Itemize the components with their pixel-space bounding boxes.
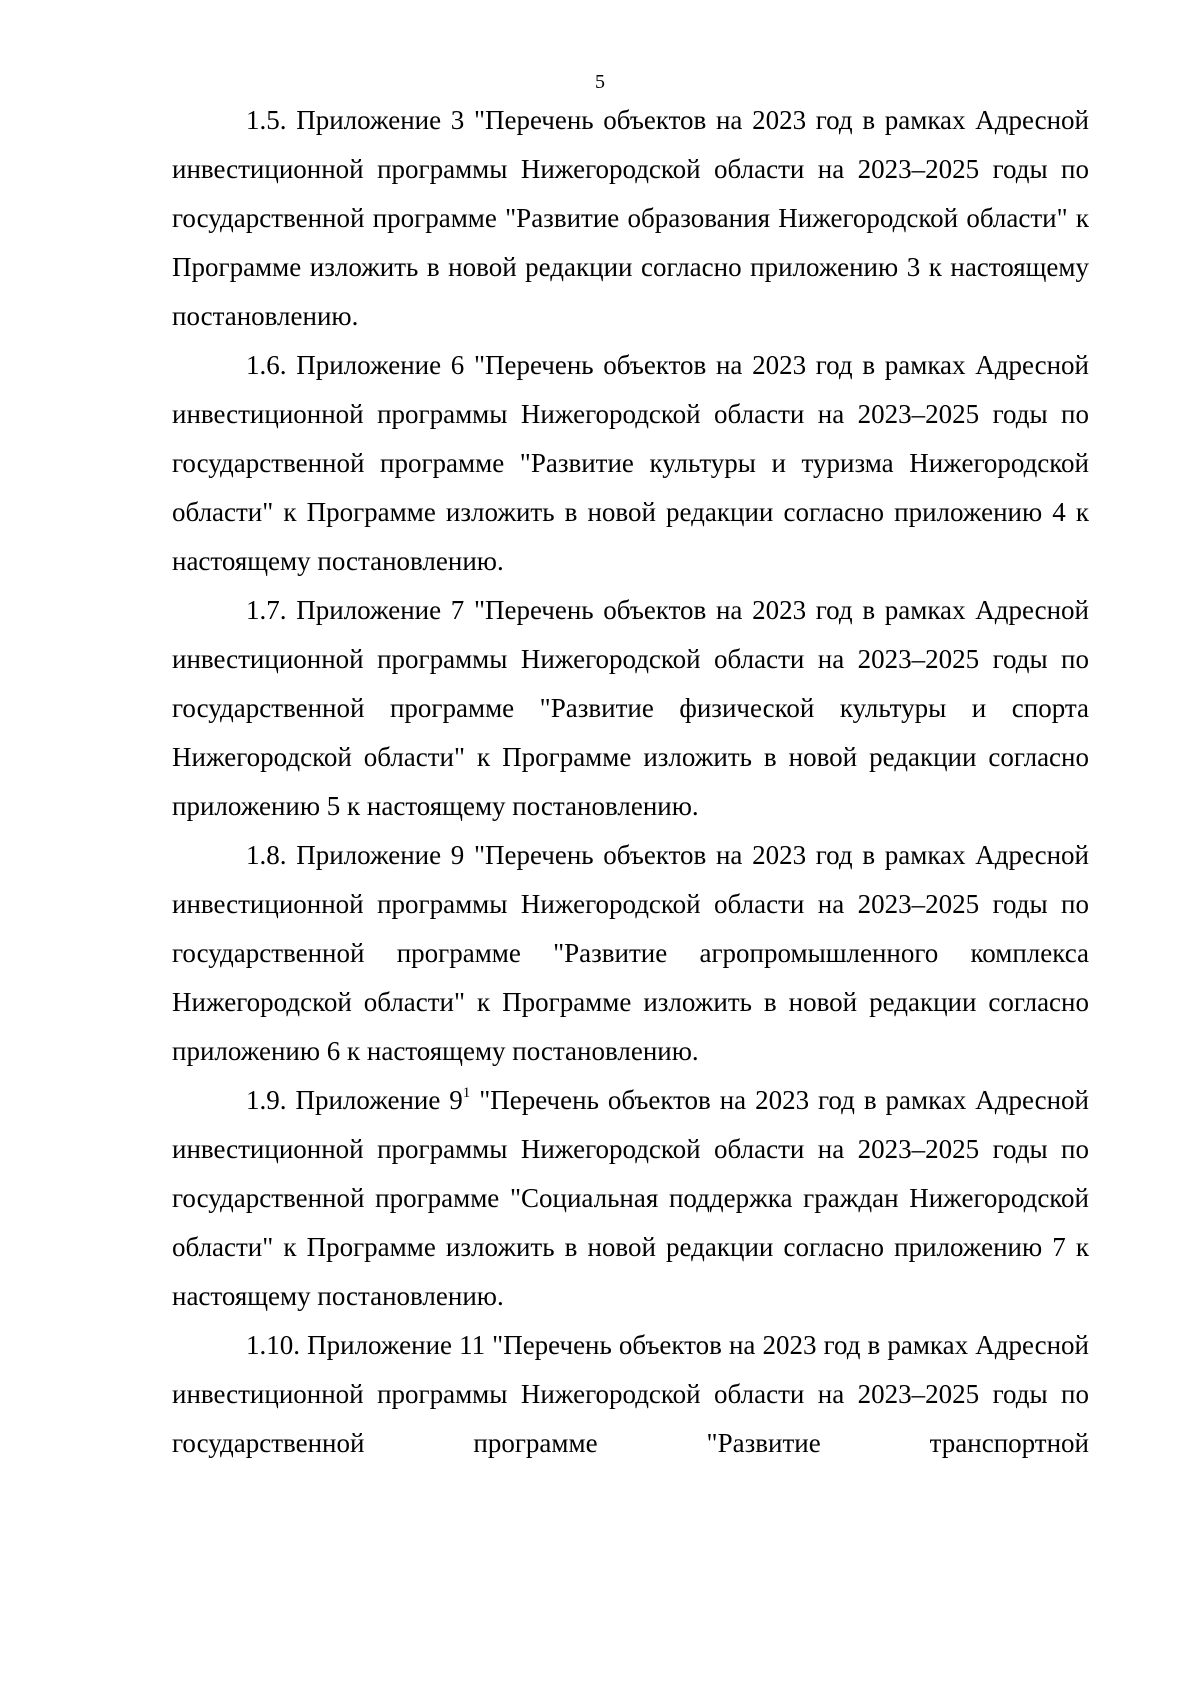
- paragraph-1-8: 1.8. Приложение 9 "Перечень объектов на 2023 год в рамках Адресной инвестиционной программы Нижегородской области на 2023–2025 годы по государственной программе "Развитие агропромышленного комплекса Нижегородской области" к Программе изложить в новой редакции согласно приложению 6 к настоящему постановлению.: [172, 840, 1089, 1066]
- paragraph-1-7: 1.7. Приложение 7 "Перечень объектов на 2023 год в рамках Адресной инвестиционной программы Нижегородской области на 2023–2025 годы по государственной программе "Развитие физической культуры и спорта Нижегородской области" к Программе изложить в новой редакции согласно приложению 5 к настоящему постановлению.: [172, 595, 1089, 821]
- paragraph-1-9-prefix: 1.9. Приложение 9: [246, 1085, 463, 1115]
- paragraph-1-6: 1.6. Приложение 6 "Перечень объектов на 2023 год в рамках Адресной инвестиционной программы Нижегородской области на 2023–2025 годы по государственной программе "Развитие культуры и туризма Нижегородской области" к Программе изложить в новой редакции согласно приложению 4 к настоящему постановлению.: [172, 350, 1089, 576]
- paragraph-1-10: 1.10. Приложение 11 "Перечень объектов на 2023 год в рамках Адресной инвестиционной программы Нижегородской области на 2023–2025 годы по государственной программе "Развитие транспортной: [172, 1330, 1089, 1458]
- paragraph-1-9-superscript: 1: [462, 1085, 471, 1101]
- paragraph-1-5: 1.5. Приложение 3 "Перечень объектов на 2023 год в рамках Адресной инвестиционной программы Нижегородской области на 2023–2025 годы по государственной программе "Развитие образования Нижегородской области" к Программе изложить в новой редакции согласно приложению 3 к настоящему постановлению.: [172, 105, 1089, 331]
- page-number: 5: [595, 71, 605, 93]
- paragraph-1-9-text: "Перечень объектов на 2023 год в рамках Адресной инвестиционной программы Нижегородской области на 2023–2025 годы по государственной программе "Социальная поддержка граждан Нижегородской области" к Программе изложить в новой редакции согласно приложению 7 к настоящему постановлению.: [172, 1085, 1089, 1311]
- document-body: [172, 96, 1089, 1468]
- paragraph-1-9: [172, 1076, 1089, 1321]
